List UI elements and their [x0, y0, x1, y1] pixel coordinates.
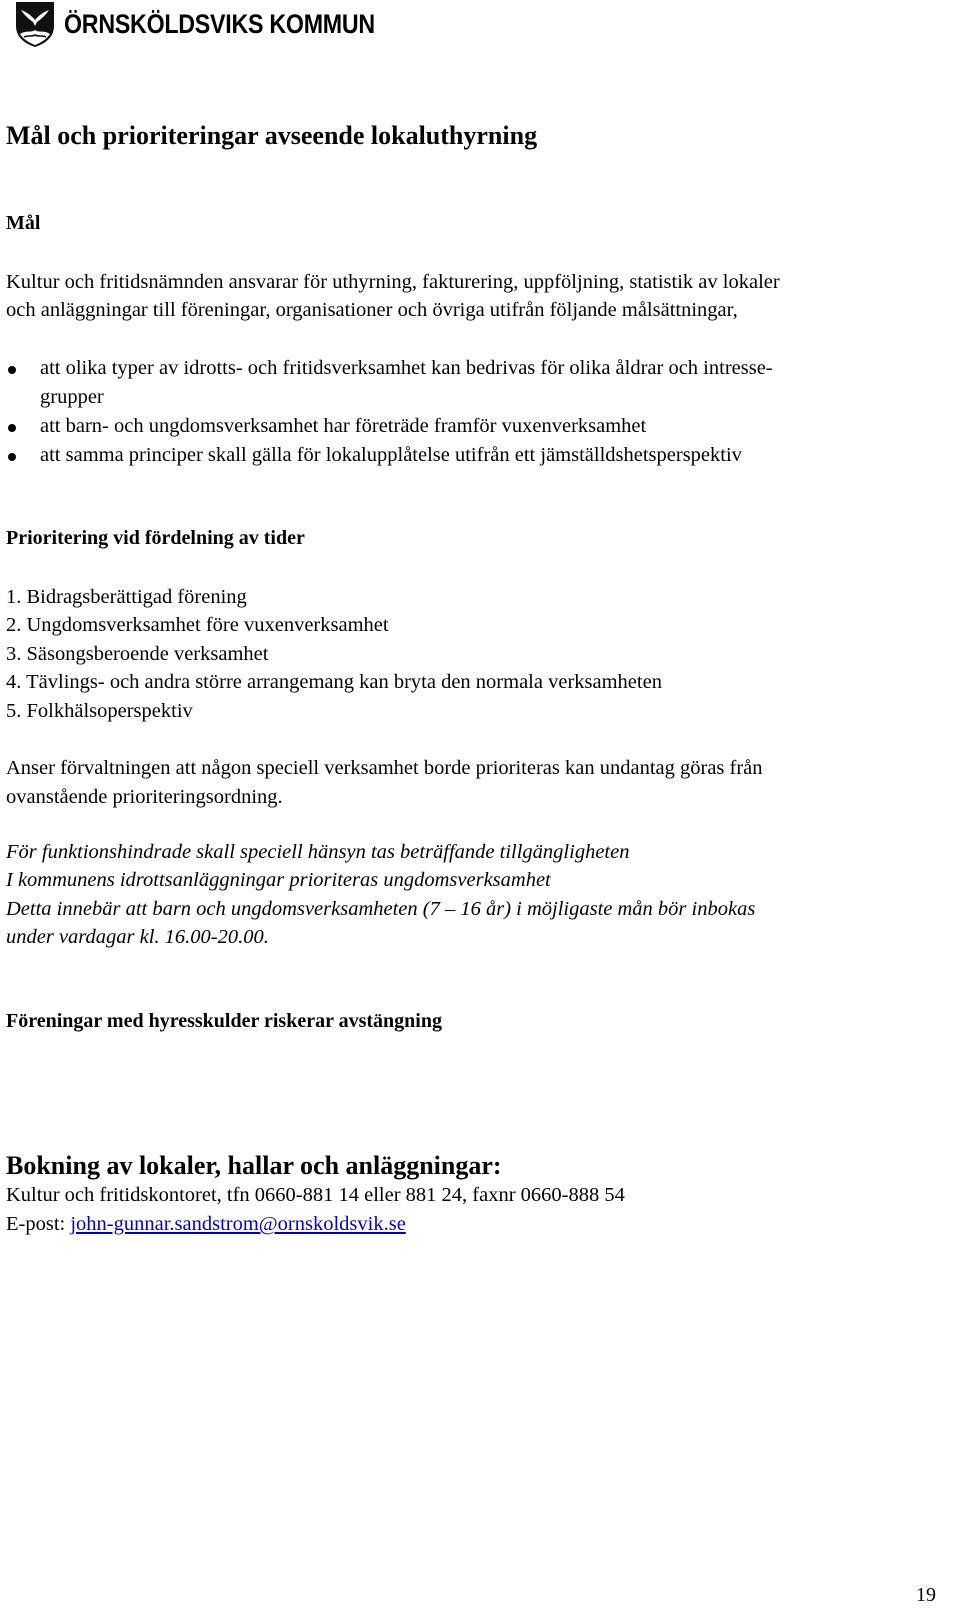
header	[14, 0, 426, 48]
coat-of-arms-icon	[14, 0, 56, 48]
italic-note-line-4: under vardagar kl. 16.00-20.00.	[6, 926, 269, 948]
goal-bullet-2: att barn- och ungdomsverksamhet har företräde framför vuxenverksamhet	[40, 415, 647, 437]
email-link[interactable]: john-gunnar.sandstrom@ornskoldsvik.se	[70, 1213, 406, 1235]
org-name: ÖRNSKÖLDSVIKS KOMMUN	[64, 8, 375, 39]
goal-bullet-1-line-2: grupper	[40, 386, 104, 408]
priority-heading: Prioritering vid fördelning av tider	[6, 527, 305, 549]
priority-item-1: 1. Bidragsberättigad förening	[6, 586, 247, 608]
goal-bullet-1-line-1: att olika typer av idrotts- och fritidsverksamhet kan bedrivas för olika åldrar och intresse-	[40, 357, 773, 379]
debt-warning: Föreningar med hyresskulder riskerar avstängning	[6, 1010, 442, 1032]
email-line	[6, 1210, 406, 1239]
booking-contact: Kultur och fritidskontoret, tfn 0660-881 14 eller 881 24, faxnr 0660-888 54	[6, 1184, 625, 1206]
exception-line-1: Anser förvaltningen att någon speciell verksamhet borde prioriteras kan undantag göras från	[6, 757, 763, 779]
priority-item-5: 5. Folkhälsoperspektiv	[6, 700, 193, 722]
page-number: 19	[916, 1584, 936, 1606]
goals-heading: Mål	[6, 212, 41, 234]
bullet-icon	[8, 366, 16, 374]
priority-item-2: 2. Ungdomsverksamhet före vuxenverksamhet	[6, 614, 389, 636]
priority-item-3: 3. Säsongsberoende verksamhet	[6, 643, 269, 665]
bullet-icon	[8, 453, 16, 461]
page-title: Mål och prioriteringar avseende lokaluthyrning	[6, 121, 538, 150]
goals-intro-line-1: Kultur och fritidsnämnden ansvarar för uthyrning, fakturering, uppföljning, statistik av lokaler	[6, 271, 780, 293]
bullet-icon	[8, 424, 16, 432]
italic-note-line-3: Detta innebär att barn och ungdomsverksamheten (7 – 16 år) i möjligaste mån bör inbokas	[6, 898, 756, 920]
goal-bullet-3: att samma principer skall gälla för lokalupplåtelse utifrån ett jämställdshetsperspektiv	[40, 444, 742, 466]
italic-note-line-1: För funktionshindrade skall speciell hänsyn tas beträffande tillgängligheten	[6, 841, 630, 863]
booking-heading: Bokning av lokaler, hallar och anläggningar:	[6, 1151, 502, 1180]
exception-line-2: ovanstående prioriteringsordning.	[6, 786, 283, 808]
goals-intro-line-2: och anläggningar till föreningar, organisationer och övriga utifrån följande målsättningar,	[6, 299, 738, 321]
email-label: E-post:	[6, 1213, 71, 1235]
priority-item-4: 4. Tävlings- och andra större arrangemang kan bryta den normala verksamheten	[6, 671, 662, 693]
italic-note-line-2: I kommunens idrottsanläggningar prioriteras ungdomsverksamhet	[6, 869, 551, 891]
